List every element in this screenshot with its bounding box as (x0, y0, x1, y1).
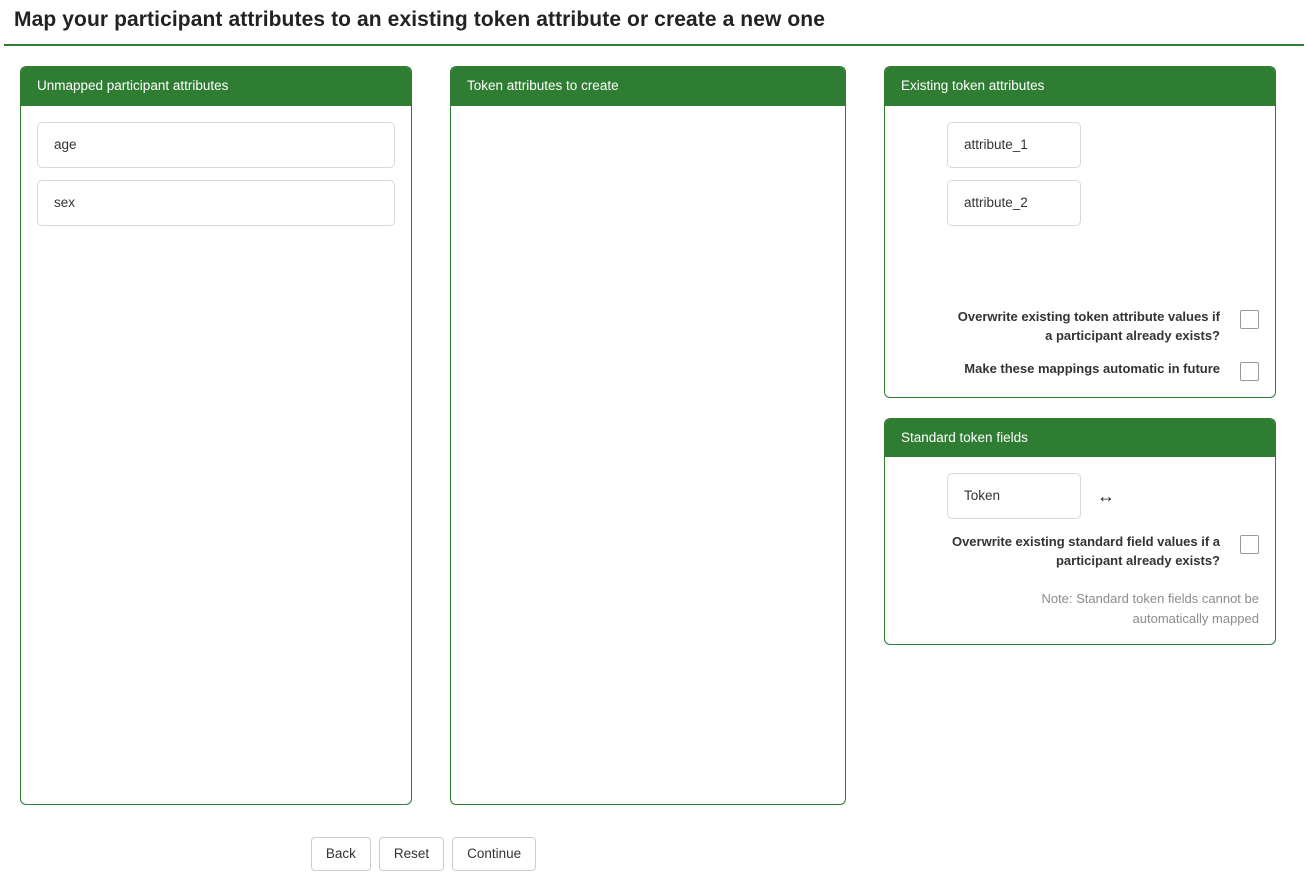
existing-token-attributes-body[interactable] (885, 106, 1275, 397)
standard-token-fields-panel (884, 418, 1276, 646)
continue-button[interactable]: Continue (452, 837, 536, 871)
existing-token-attribute-chip[interactable]: attribute_2 (947, 180, 1081, 226)
standard-token-fields-note: Note: Standard token fields cannot be automatically mapped (1041, 591, 1259, 626)
existing-token-attribute-chip[interactable]: attribute_1 (947, 122, 1081, 168)
automatic-mappings-row (901, 360, 1259, 381)
standard-token-field-chip[interactable]: Token (947, 473, 1081, 519)
automatic-mappings-label: Make these mappings automatic in future (964, 360, 1220, 376)
mapping-columns (0, 46, 1308, 805)
left-right-arrow-icon: ↔ (1097, 486, 1115, 507)
overwrite-token-attribute-row (901, 308, 1259, 346)
overwrite-token-attribute-label: Overwrite existing token attribute values if a participant already exists? (957, 308, 1220, 343)
right-column (884, 66, 1276, 645)
panel-gap (884, 398, 1276, 418)
page-header (4, 0, 1304, 46)
token-attributes-to-create-header: Token attributes to create (451, 67, 845, 106)
token-attributes-to-create-panel (450, 66, 846, 805)
overwrite-standard-field-row (901, 533, 1259, 571)
participant-attribute-chip[interactable]: age (37, 122, 395, 168)
back-button[interactable]: Back (311, 837, 371, 871)
unmapped-attributes-column (20, 66, 412, 805)
form-button-bar (0, 837, 847, 871)
unmapped-attributes-dropzone[interactable] (21, 106, 411, 804)
existing-token-attributes-header: Existing token attributes (885, 67, 1275, 106)
standard-token-fields-body[interactable] (885, 457, 1275, 644)
overwrite-token-attribute-checkbox[interactable] (1240, 310, 1259, 329)
standard-token-fields-header: Standard token fields (885, 419, 1275, 458)
unmapped-attributes-panel (20, 66, 412, 805)
token-attributes-to-create-dropzone[interactable] (451, 106, 845, 804)
existing-token-attributes-panel (884, 66, 1276, 398)
overwrite-standard-field-label: Overwrite existing standard field values if a participant already exists? (951, 534, 1220, 569)
reset-button[interactable]: Reset (379, 837, 444, 871)
participant-attribute-chip[interactable]: sex (37, 180, 395, 226)
unmapped-attributes-header: Unmapped participant attributes (21, 67, 411, 106)
overwrite-standard-field-checkbox[interactable] (1240, 535, 1259, 554)
page-title: Map your participant attributes to an existing token attribute or create a new one (14, 8, 826, 31)
panel-spacer (901, 238, 1259, 294)
token-attributes-to-create-column (450, 66, 846, 805)
automatic-mappings-checkbox[interactable] (1240, 362, 1259, 381)
standard-token-field-row (947, 473, 1259, 519)
